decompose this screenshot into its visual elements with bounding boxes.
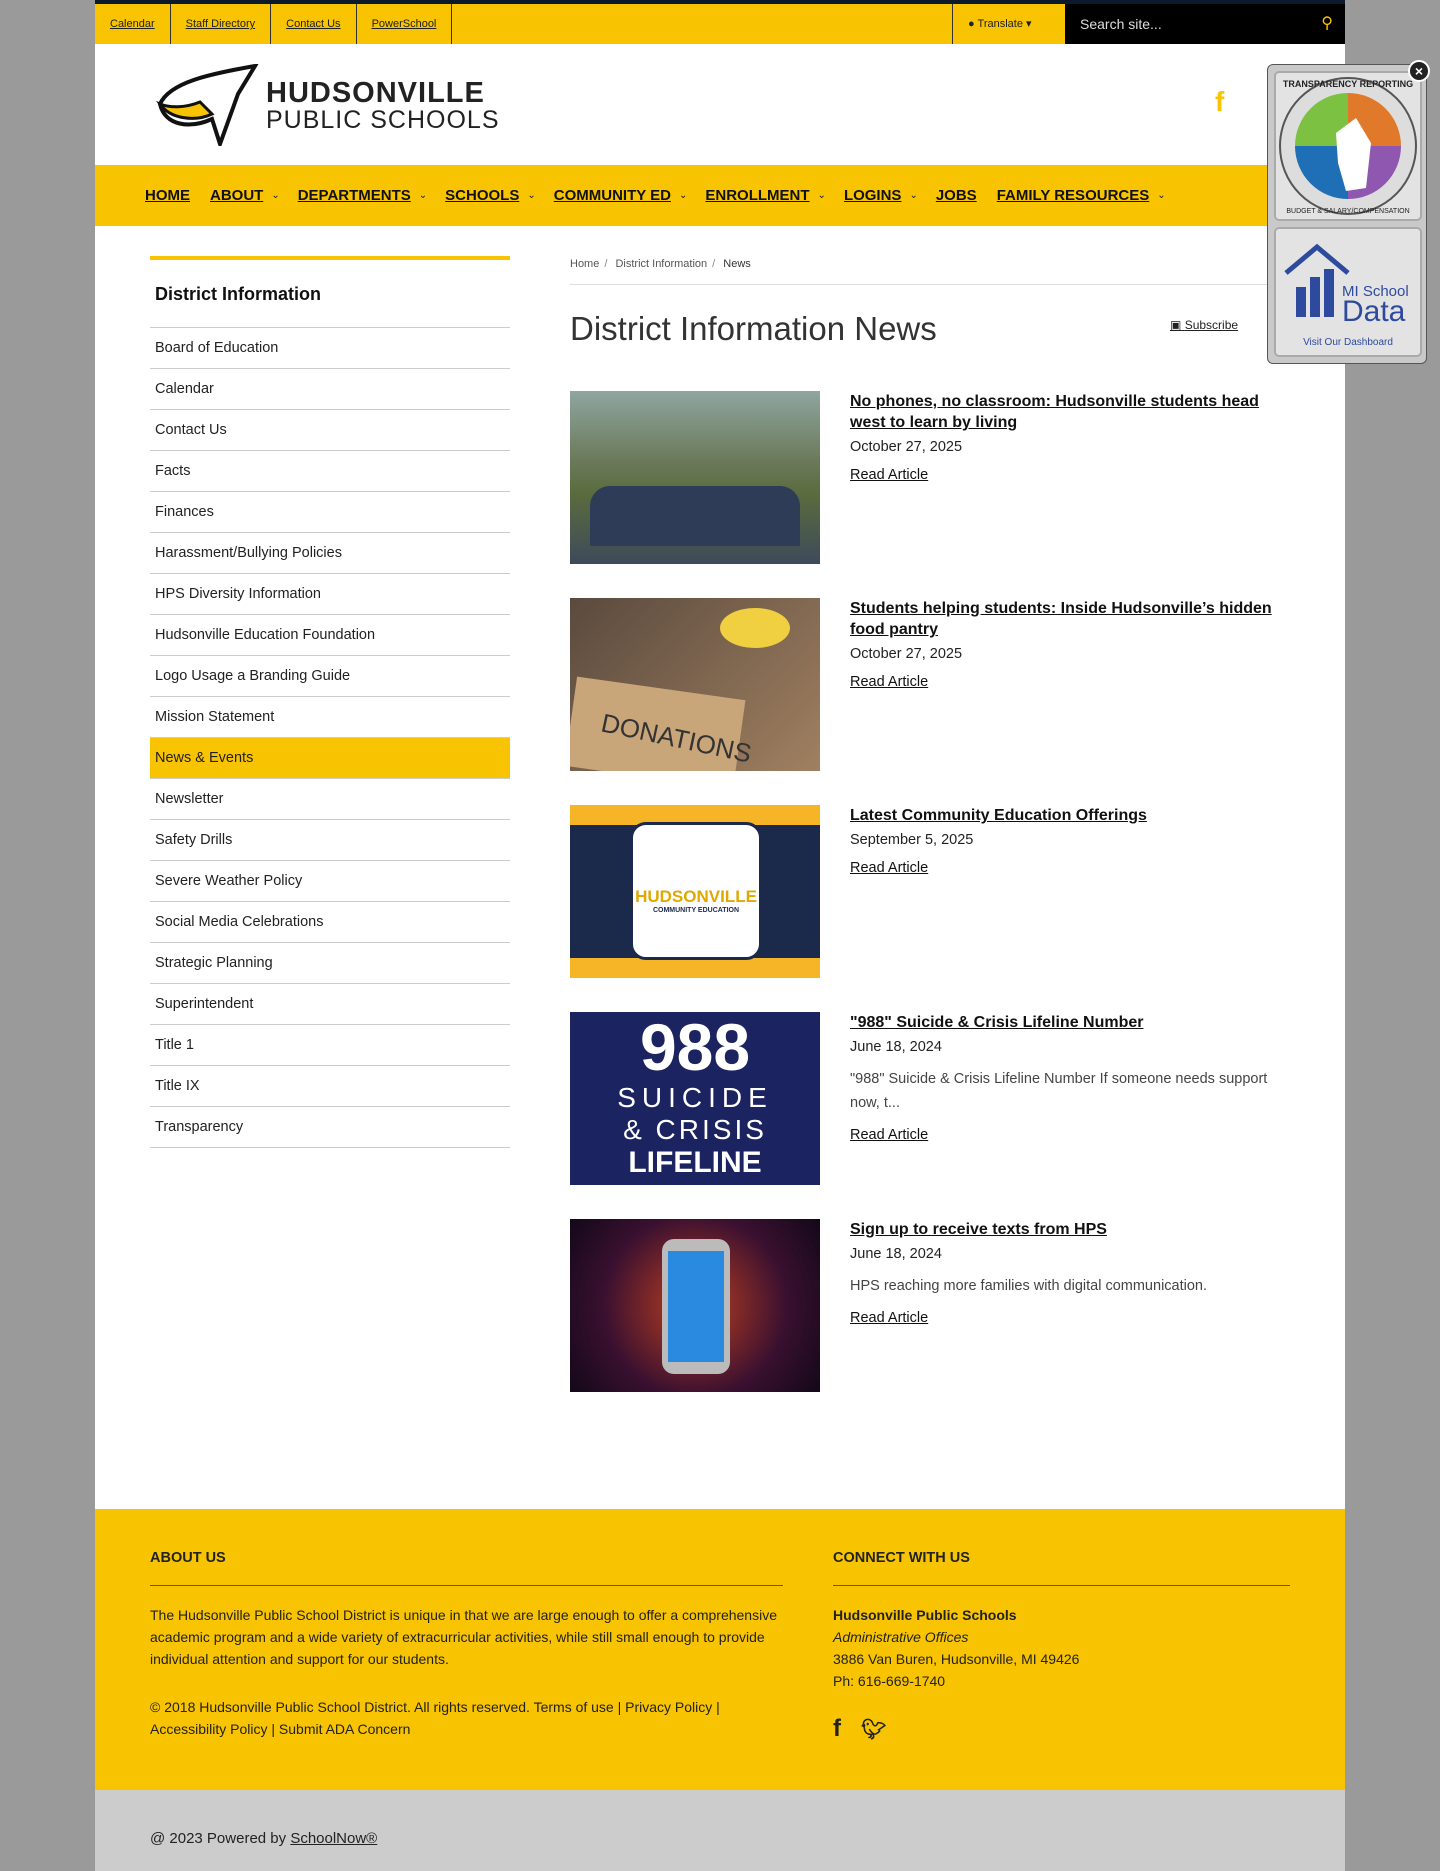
mi-school-label: MI School bbox=[1342, 283, 1409, 300]
footer-connect bbox=[833, 1547, 1290, 1741]
breadcrumb-current: News bbox=[723, 258, 751, 270]
sidebar-item[interactable] bbox=[150, 369, 510, 410]
quicklink-contact-us[interactable]: Contact Us bbox=[271, 4, 356, 44]
article-thumbnail[interactable] bbox=[570, 391, 820, 564]
sidebar-item[interactable] bbox=[150, 1107, 510, 1148]
sidebar-item-link[interactable]: Title 1 bbox=[155, 1037, 194, 1053]
sidebar-item[interactable] bbox=[150, 328, 510, 369]
article-date: June 18, 2024 bbox=[850, 1039, 942, 1055]
nav-community-ed[interactable]: COMMUNITY ED bbox=[553, 187, 671, 204]
read-article-link[interactable]: Read Article bbox=[850, 467, 929, 483]
sidebar-item-link[interactable]: Board of Education bbox=[155, 340, 279, 356]
svg-text:BUDGET & SALARY/COMPENSATION: BUDGET & SALARY/COMPENSATION bbox=[1286, 208, 1410, 215]
sidebar-item-link[interactable]: Hudsonville Education Foundation bbox=[155, 627, 376, 643]
chevron-down-icon[interactable]: ⌄ bbox=[1157, 190, 1166, 201]
read-article-link[interactable]: Read Article bbox=[850, 1310, 929, 1326]
text-message-phone-image bbox=[570, 1219, 820, 1392]
sidebar-item-link[interactable]: Superintendent bbox=[155, 996, 254, 1012]
article-thumbnail[interactable] bbox=[570, 1219, 820, 1392]
sidebar-item-link[interactable]: Social Media Celebrations bbox=[155, 914, 324, 930]
dashboard-label: Visit Our Dashboard bbox=[1303, 337, 1393, 348]
nav-jobs[interactable]: JOBS bbox=[935, 187, 977, 204]
sidebar-item[interactable] bbox=[150, 902, 510, 943]
search-placeholder: Search site... bbox=[1080, 16, 1162, 32]
sidebar-item-link[interactable]: Mission Statement bbox=[155, 709, 275, 725]
copyright: © 2018 Hudsonville Public School District. All rights reserved. bbox=[150, 1699, 530, 1715]
sidebar-item[interactable] bbox=[150, 984, 510, 1025]
news-article bbox=[570, 805, 1290, 978]
article-thumbnail[interactable] bbox=[570, 805, 820, 978]
sidebar-item-link[interactable]: Title IX bbox=[155, 1078, 200, 1094]
nav-schools[interactable]: SCHOOLS bbox=[445, 187, 520, 204]
sidebar-item-link[interactable]: HPS Diversity Information bbox=[155, 586, 321, 602]
news-article bbox=[570, 391, 1290, 564]
sidebar-item[interactable] bbox=[150, 1066, 510, 1107]
search-input[interactable] bbox=[1065, 4, 1345, 44]
988-lifeline-image: 988 SUICIDE & CRISIS LIFELINE bbox=[570, 1012, 820, 1185]
page bbox=[95, 0, 1345, 1871]
food-pantry-photo: DONATIONS bbox=[570, 598, 820, 771]
logo-line2: PUBLIC SCHOOLS bbox=[266, 106, 500, 134]
sidebar-item-link[interactable]: Newsletter bbox=[155, 791, 224, 807]
facebook-icon[interactable]: f bbox=[1215, 86, 1225, 117]
translate-button[interactable] bbox=[952, 4, 1065, 44]
chevron-down-icon[interactable]: ⌄ bbox=[678, 190, 688, 201]
sidebar-item[interactable] bbox=[150, 1025, 510, 1066]
ada-link[interactable]: Submit ADA Concern bbox=[278, 1721, 411, 1737]
sidebar-item-link[interactable]: News & Events bbox=[155, 750, 254, 766]
article-title[interactable]: Latest Community Education Offerings bbox=[850, 807, 1147, 824]
phone: Ph: 616-669-1740 bbox=[833, 1673, 946, 1689]
sidebar-item[interactable] bbox=[150, 451, 510, 492]
article-title[interactable]: Students helping students: Inside Hudsonville’s hidden food pantry bbox=[850, 600, 1272, 638]
sidebar-item[interactable] bbox=[150, 697, 510, 738]
chevron-down-icon[interactable]: ⌄ bbox=[271, 190, 280, 201]
news-article bbox=[570, 1219, 1290, 1392]
article-thumbnail[interactable] bbox=[570, 1012, 820, 1185]
eagle-logo-icon bbox=[150, 64, 260, 146]
sidebar-item[interactable] bbox=[150, 861, 510, 902]
sidebar-item[interactable] bbox=[150, 779, 510, 820]
news-article bbox=[570, 598, 1290, 771]
nav-enrollment[interactable]: ENROLLMENT bbox=[705, 187, 810, 204]
address: 3886 Van Buren, Hudsonville, MI 49426 bbox=[833, 1651, 1080, 1667]
svg-text:TRANSPARENCY REPORTING: TRANSPARENCY REPORTING bbox=[1282, 79, 1414, 89]
main-nav bbox=[95, 165, 1345, 226]
rss-icon: ▣ bbox=[1170, 318, 1182, 332]
michigan-transparency-icon bbox=[1276, 73, 1420, 219]
sidebar-item-link[interactable]: Severe Weather Policy bbox=[155, 873, 303, 889]
sidebar-item[interactable] bbox=[150, 410, 510, 451]
nav-about[interactable]: ABOUT bbox=[210, 187, 264, 204]
article-title[interactable]: Sign up to receive texts from HPS bbox=[850, 1221, 1107, 1238]
sidebar-item-link[interactable]: Contact Us bbox=[155, 422, 227, 438]
chevron-down-icon[interactable]: ⌄ bbox=[418, 190, 428, 201]
sidebar-item[interactable] bbox=[150, 574, 510, 615]
mi-school-data-link[interactable] bbox=[1274, 227, 1422, 357]
article-date: October 27, 2025 bbox=[850, 439, 963, 455]
sidebar-title[interactable]: District Information bbox=[155, 284, 322, 304]
header bbox=[95, 44, 1345, 165]
quicklink-powerschool[interactable]: PowerSchool bbox=[357, 4, 453, 44]
article-date: June 18, 2024 bbox=[850, 1246, 942, 1262]
subscribe-link[interactable] bbox=[1170, 318, 1238, 332]
sidebar-item[interactable] bbox=[150, 738, 510, 779]
about-heading: ABOUT US bbox=[150, 1547, 783, 1586]
community-ed-logo-image: HUDSONVILLE COMMUNITY EDUCATION bbox=[570, 805, 820, 978]
sidebar-item[interactable] bbox=[150, 820, 510, 861]
dept: Administrative Offices bbox=[833, 1629, 969, 1645]
globe-icon: ● bbox=[968, 18, 975, 30]
privacy-link[interactable]: Privacy Policy bbox=[625, 1699, 713, 1715]
breadcrumb-home[interactable]: Home bbox=[570, 258, 600, 270]
news-article bbox=[570, 1012, 1290, 1185]
sidebar-item-link[interactable]: Harassment/Bullying Policies bbox=[155, 545, 342, 561]
quicklink-staff-directory[interactable]: Staff Directory bbox=[171, 4, 272, 44]
read-article-link[interactable]: Read Article bbox=[850, 1127, 929, 1143]
transparency-widget bbox=[1267, 64, 1427, 364]
breadcrumb-district-information[interactable]: District Information bbox=[615, 258, 708, 270]
chevron-down-icon[interactable]: ⌄ bbox=[909, 190, 918, 201]
nav-logins[interactable]: LOGINS bbox=[843, 187, 902, 204]
nav-home[interactable]: HOME bbox=[145, 187, 190, 204]
read-article-link[interactable]: Read Article bbox=[850, 674, 929, 690]
utility-bar bbox=[95, 0, 1345, 44]
translate-label: Translate ▾ bbox=[977, 18, 1032, 30]
data-label: Data bbox=[1342, 295, 1406, 328]
connect-heading: CONNECT WITH US bbox=[833, 1547, 1290, 1586]
sidebar-item[interactable] bbox=[150, 656, 510, 697]
transparency-reporting-badge[interactable] bbox=[1274, 71, 1422, 221]
sidebar-item-link[interactable]: Calendar bbox=[155, 381, 214, 397]
terms-link[interactable]: Terms of use bbox=[533, 1699, 614, 1715]
sidebar-item-link[interactable]: Logo Usage a Branding Guide bbox=[155, 668, 351, 684]
sidebar-item[interactable] bbox=[150, 533, 510, 574]
powered-by bbox=[95, 1790, 1345, 1871]
chevron-down-icon[interactable]: ⌄ bbox=[817, 190, 826, 201]
footer bbox=[95, 1509, 1345, 1790]
article-title[interactable]: No phones, no classroom: Hudsonville students head west to learn by living bbox=[850, 393, 1259, 431]
students-hiking-photo bbox=[570, 391, 820, 564]
subscribe-label: Subscribe bbox=[1184, 318, 1239, 332]
sidebar-item-link[interactable]: Facts bbox=[155, 463, 191, 479]
about-text: The Hudsonville Public School District is unique in that we are large enough to offer a comprehensive academic program and a wide variety of extracurricular activities, while still small enough to provide individual attention and support for our students. bbox=[150, 1607, 777, 1667]
close-icon[interactable]: × bbox=[1408, 60, 1430, 82]
sidebar-item-link[interactable]: Finances bbox=[155, 504, 214, 520]
sidebar-item-link[interactable]: Safety Drills bbox=[155, 832, 233, 848]
sidebar-item-link[interactable]: Strategic Planning bbox=[155, 955, 273, 971]
nav-family-resources[interactable]: FAMILY RESOURCES bbox=[996, 187, 1150, 204]
quicklink-calendar[interactable]: Calendar bbox=[95, 4, 171, 44]
facebook-icon[interactable]: f bbox=[833, 1715, 841, 1742]
article-date: October 27, 2025 bbox=[850, 646, 963, 662]
sidebar-item[interactable] bbox=[150, 492, 510, 533]
org-name: Hudsonville Public Schools bbox=[833, 1607, 1017, 1623]
sidebar-item-link[interactable]: Transparency bbox=[155, 1119, 244, 1135]
accessibility-link[interactable]: Accessibility Policy bbox=[150, 1721, 268, 1737]
sidebar-item[interactable] bbox=[150, 615, 510, 656]
twitter-icon[interactable]: 🐦︎ bbox=[861, 1719, 887, 1741]
page-title: District Information News bbox=[570, 310, 937, 347]
footer-about: ABOUT US The Hudsonville Public School District is unique in that we are large enough to offer a comprehensive academic program and a wide variety of extracurricular activities, while still small enough to provide individual attention and support for our students. © 2018 Hudsonville Public School District. All rights reserved. Terms of use | Privacy Policy | Accessibility Policy | Submit ADA Concern bbox=[150, 1547, 783, 1740]
sidebar-item[interactable] bbox=[150, 943, 510, 984]
powered-by-text: @ 2023 Powered by bbox=[150, 1830, 291, 1847]
article-summary: HPS reaching more families with digital communication. bbox=[850, 1278, 1208, 1294]
nav-departments[interactable]: DEPARTMENTS bbox=[297, 187, 411, 204]
sidebar bbox=[150, 256, 510, 1148]
search-icon[interactable]: ⚲ bbox=[1321, 15, 1333, 32]
site-logo[interactable] bbox=[150, 64, 500, 146]
read-article-link[interactable]: Read Article bbox=[850, 860, 929, 876]
article-summary: "988" Suicide & Crisis Lifeline Number If someone needs support now, t... bbox=[850, 1071, 1268, 1111]
breadcrumb: Home / District Information / News bbox=[570, 258, 1270, 285]
schoolnow-link[interactable]: SchoolNow® bbox=[290, 1830, 378, 1847]
chevron-down-icon[interactable]: ⌄ bbox=[527, 190, 536, 201]
article-title[interactable]: "988" Suicide & Crisis Lifeline Number bbox=[850, 1014, 1144, 1031]
article-thumbnail[interactable] bbox=[570, 598, 820, 771]
article-date: September 5, 2025 bbox=[850, 832, 974, 848]
logo-line1: HUDSONVILLE bbox=[266, 77, 485, 109]
